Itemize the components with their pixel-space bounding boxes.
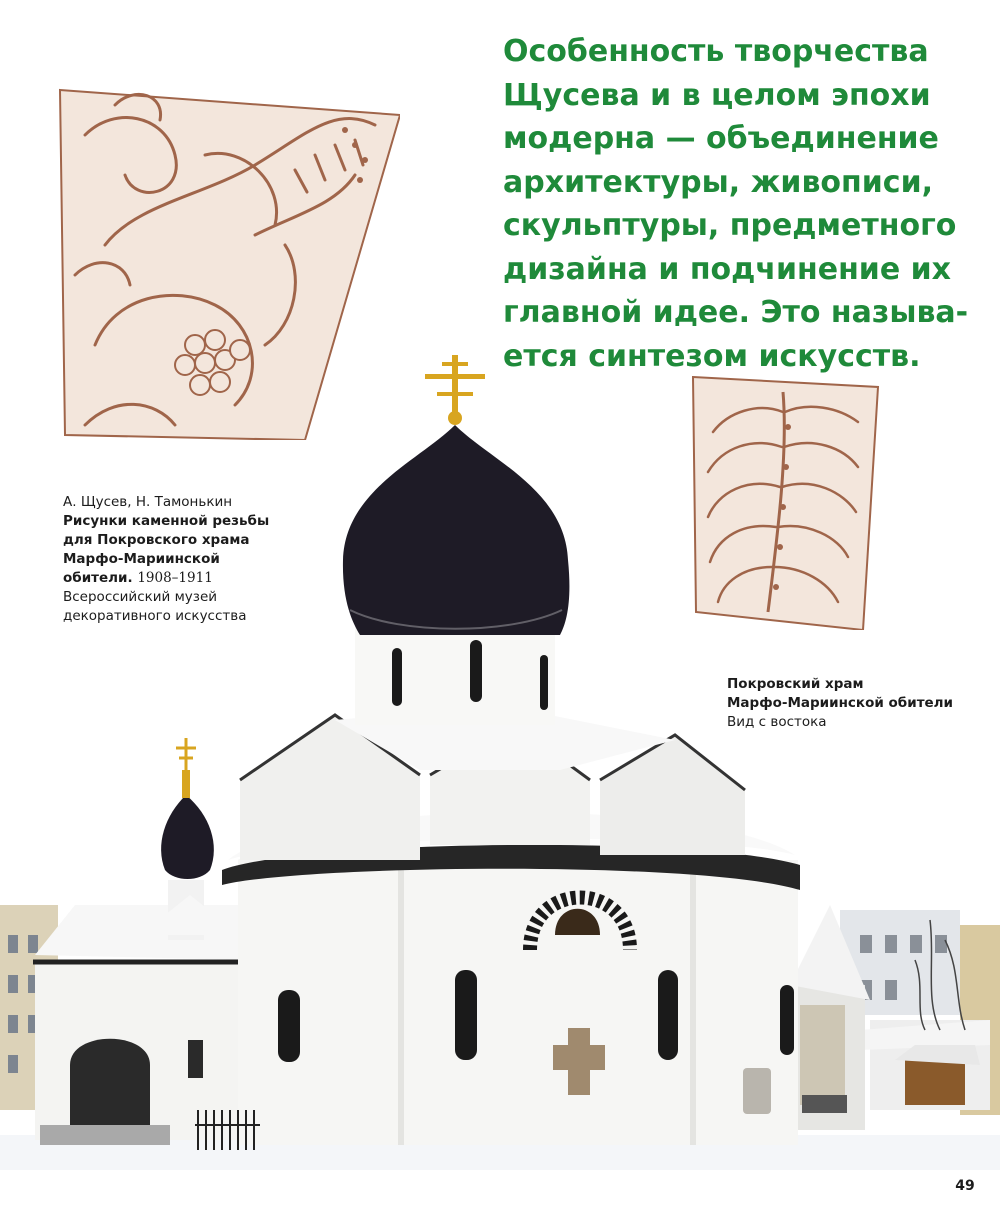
caption-sketches-title-text: Рисунки каменной резьбы для Покровского храма Марфо-Мариинской обители. (63, 513, 270, 586)
caption-photo (727, 675, 977, 732)
caption-photo-subtitle: Вид с востока (727, 714, 827, 730)
page-number: 49 (955, 1178, 975, 1194)
church-photo (0, 340, 1000, 1170)
caption-years: 1908–1911 (137, 570, 213, 586)
caption-authors: А. Щусев, Н. Тамонькин (63, 494, 233, 510)
caption-sketches (63, 493, 303, 626)
pull-quote: Особенность творчества Щусева и в целом эпохи модерна — объединение архитектуры, живописи, скульптуры, предметного дизайна и подчинение их главной идее. Это называ- ется синтезом искусств. (503, 34, 969, 374)
caption-source: Всероссийский музей декоративного искусства (63, 589, 247, 624)
caption-sketches-title (63, 512, 303, 588)
caption-photo-title: Покровский храм Марфо-Мариинской обители (727, 676, 954, 711)
